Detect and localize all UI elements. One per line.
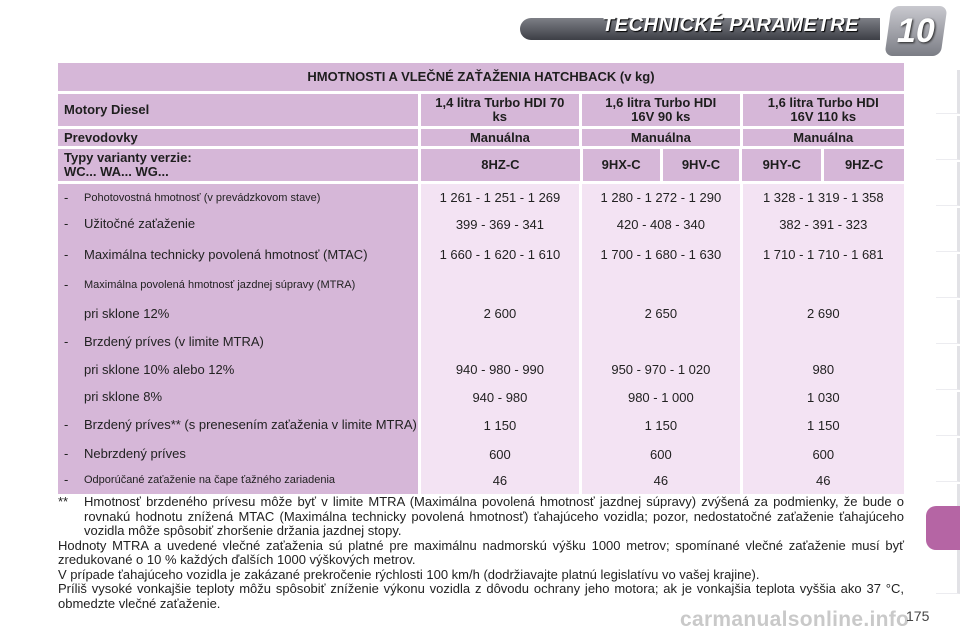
gearbox-label: Prevodovky bbox=[58, 129, 418, 146]
row-dash: - bbox=[64, 246, 69, 262]
type-code: 9HY-C bbox=[742, 149, 821, 181]
row-dash: - bbox=[64, 446, 69, 461]
chapter-tab[interactable] bbox=[936, 208, 960, 252]
table-row-label bbox=[58, 211, 418, 237]
row-dash: - bbox=[64, 472, 69, 487]
row-label: Maximálna povolená hmotnosť jazdnej súpravy (MTRA) bbox=[84, 278, 356, 291]
table-cell: 1 280 - 1 272 - 1 290 bbox=[600, 190, 722, 205]
chapter-title: TECHNICKÉ PARAMETRE bbox=[602, 14, 859, 36]
chapter-tab[interactable] bbox=[936, 70, 960, 114]
row-label: Brzdený príves (v limite MTRA) bbox=[84, 333, 264, 349]
chapter-badge bbox=[884, 6, 947, 56]
table-cell: 940 - 980 bbox=[472, 389, 528, 405]
table-cell bbox=[743, 330, 904, 353]
table-cell: 382 - 391 - 323 bbox=[779, 216, 868, 232]
table-cell: 1 150 bbox=[644, 417, 678, 433]
chapter-tab[interactable] bbox=[936, 438, 960, 482]
chapter-tab[interactable] bbox=[936, 116, 960, 160]
gearbox-value: Manuálna bbox=[421, 129, 579, 146]
table-cell: 600 bbox=[489, 446, 511, 462]
values-col bbox=[743, 184, 904, 494]
row-label: Užitočné zaťaženie bbox=[84, 216, 196, 231]
table-row-label bbox=[58, 408, 418, 442]
engine-header: 1,6 litra Turbo HDI 16V 90 ks bbox=[582, 94, 740, 126]
table-row-label bbox=[58, 386, 418, 408]
row-label: pri sklone 12% bbox=[84, 305, 170, 321]
values-col bbox=[421, 184, 579, 494]
table-row-label bbox=[58, 466, 418, 494]
table-cell: 1 030 bbox=[807, 389, 840, 405]
note-paragraph: Príliš vysoké vonkajšie teploty môžu spôsobiť zníženie výkonu vozidla z dôvodu ochrany jeho motora; ak je vonkajšia teplota vyššia ako 37 °C, obmedzte vlečné zaťaženie. bbox=[58, 581, 904, 611]
table-row-label bbox=[58, 272, 418, 297]
table-cell: 1 328 - 1 319 - 1 358 bbox=[762, 190, 884, 205]
type-code: 8HZ-C bbox=[421, 149, 580, 181]
table-cell: 1 150 bbox=[807, 417, 840, 433]
footnote-marker: ** bbox=[58, 494, 69, 509]
row-label: Odporúčané zaťaženie na čape ťažného zariadenia bbox=[84, 474, 336, 486]
footnote bbox=[58, 495, 904, 539]
notes bbox=[58, 495, 904, 611]
row-label: Pohotovostná hmotnosť (v prevádzkovom stave) bbox=[84, 191, 321, 204]
table-cell bbox=[743, 272, 904, 297]
weights-table bbox=[58, 63, 904, 494]
types-label-line: WC... WA... WG... bbox=[64, 164, 169, 179]
table-row-label bbox=[58, 184, 418, 211]
row-label: pri sklone 10% alebo 12% bbox=[84, 361, 235, 377]
chapter-number: 10 bbox=[897, 11, 935, 50]
row-labels bbox=[58, 184, 418, 494]
gearbox-value: Manuálna bbox=[582, 129, 739, 146]
table-title: HMOTNOSTI A VLEČNÉ ZAŤAŽENIA HATCHBACK (v kg) bbox=[58, 63, 904, 91]
table-cell: 46 bbox=[492, 472, 508, 488]
values-col bbox=[582, 184, 739, 494]
page-number: 175 bbox=[906, 608, 930, 624]
table-cell bbox=[582, 330, 739, 353]
table-row-label bbox=[58, 297, 418, 330]
engines-label: Motory Diesel bbox=[58, 94, 418, 126]
table-body bbox=[58, 184, 904, 494]
table-cell: 1 150 bbox=[483, 417, 517, 433]
table-cell: 980 bbox=[812, 362, 835, 377]
table-row-label bbox=[58, 353, 418, 386]
engine-header: 1,4 litra Turbo HDI 70 ks bbox=[421, 94, 579, 126]
table-cell bbox=[421, 330, 579, 353]
page-header bbox=[0, 0, 960, 60]
chapter-tab[interactable] bbox=[936, 254, 960, 298]
table-cell bbox=[421, 272, 579, 297]
chapter-tab[interactable] bbox=[936, 392, 960, 436]
type-code: 9HX-C bbox=[583, 149, 660, 181]
table-cell: 1 710 - 1 710 - 1 681 bbox=[762, 247, 884, 262]
chapter-tab[interactable] bbox=[936, 162, 960, 206]
row-label: pri sklone 8% bbox=[84, 389, 163, 404]
table-cell: 2 690 bbox=[807, 306, 840, 321]
row-dash: - bbox=[64, 216, 69, 231]
table-cell bbox=[582, 272, 739, 297]
table-row-label bbox=[58, 330, 418, 353]
row-label: Brzdený príves** (s prenesením zaťaženia v limite MTRA) bbox=[84, 417, 417, 432]
table-cell: 1 261 - 1 251 - 1 269 bbox=[439, 190, 561, 205]
table-cell: 980 - 1 000 bbox=[627, 389, 694, 405]
types-label bbox=[58, 149, 418, 181]
engine-header: 1,6 litra Turbo HDI 16V 110 ks bbox=[743, 94, 904, 126]
type-code: 9HV-C bbox=[663, 149, 740, 181]
table-cell: 2 600 bbox=[483, 306, 517, 321]
type-code: 9HZ-C bbox=[824, 149, 904, 181]
table-cell: 1 700 - 1 680 - 1 630 bbox=[600, 247, 722, 262]
table-cell: 399 - 369 - 341 bbox=[455, 216, 545, 232]
row-label: Maximálna technicky povolená hmotnosť (MTAC) bbox=[84, 246, 368, 262]
table-cell: 600 bbox=[812, 446, 835, 462]
table-cell: 600 bbox=[650, 446, 672, 462]
row-dash: - bbox=[64, 189, 69, 205]
footnote-text: Hmotnosť brzdeného prívesu môže byť v limite MTRA (Maximálna povolená hmotnosť jazdnej súpravy) zvýšená za podmienky, že bude o rovnakú hodnotu znížená MTAC (Maximálna technicky povolená hmotnosť) ťahajúceho vozidla; pozor, nedostatočné zaťaženie ťahajúceho vozidla môže spôsobiť zhoršenie držania jazdnej stopy. bbox=[84, 494, 904, 538]
row-label: Nebrzdený príves bbox=[84, 446, 186, 461]
table-row-label bbox=[58, 442, 418, 466]
chapter-tab-active[interactable] bbox=[926, 506, 960, 550]
chapter-tab[interactable] bbox=[936, 550, 960, 594]
table-cell: 950 - 970 - 1 020 bbox=[611, 362, 711, 377]
chapter-tab[interactable] bbox=[936, 300, 960, 344]
table-row-label bbox=[58, 237, 418, 272]
row-dash: - bbox=[64, 417, 69, 432]
watermark: carmanualsonline.info bbox=[680, 608, 910, 631]
table-cell: 2 650 bbox=[644, 306, 678, 321]
chapter-tab[interactable] bbox=[936, 346, 960, 390]
table-cell: 420 - 408 - 340 bbox=[616, 216, 705, 232]
gearbox-value: Manuálna bbox=[743, 129, 904, 146]
row-dash: - bbox=[64, 333, 69, 349]
row-dash: - bbox=[64, 276, 69, 292]
table-cell: 46 bbox=[816, 472, 831, 488]
note-paragraph: Hodnoty MTRA a uvedené vlečné zaťaženia sú platné pre maximálnu nadmorskú výšku 1000 metrov; spomínané vlečné zaťaženie musí byť zredukované o 10 % každých ďalších 1000 výškových metrov. bbox=[58, 537, 904, 567]
types-label-line: Typy varianty verzie: bbox=[64, 150, 192, 165]
table-cell: 46 bbox=[653, 472, 669, 488]
table-cell: 940 - 980 - 990 bbox=[455, 362, 545, 377]
table-cell: 1 660 - 1 620 - 1 610 bbox=[439, 247, 561, 262]
note-paragraph: V prípade ťahajúceho vozidla je zakázané prekročenie rýchlosti 100 km/h (dodržiavajte platnú legislatívu vo vašej krajine). bbox=[58, 566, 760, 582]
